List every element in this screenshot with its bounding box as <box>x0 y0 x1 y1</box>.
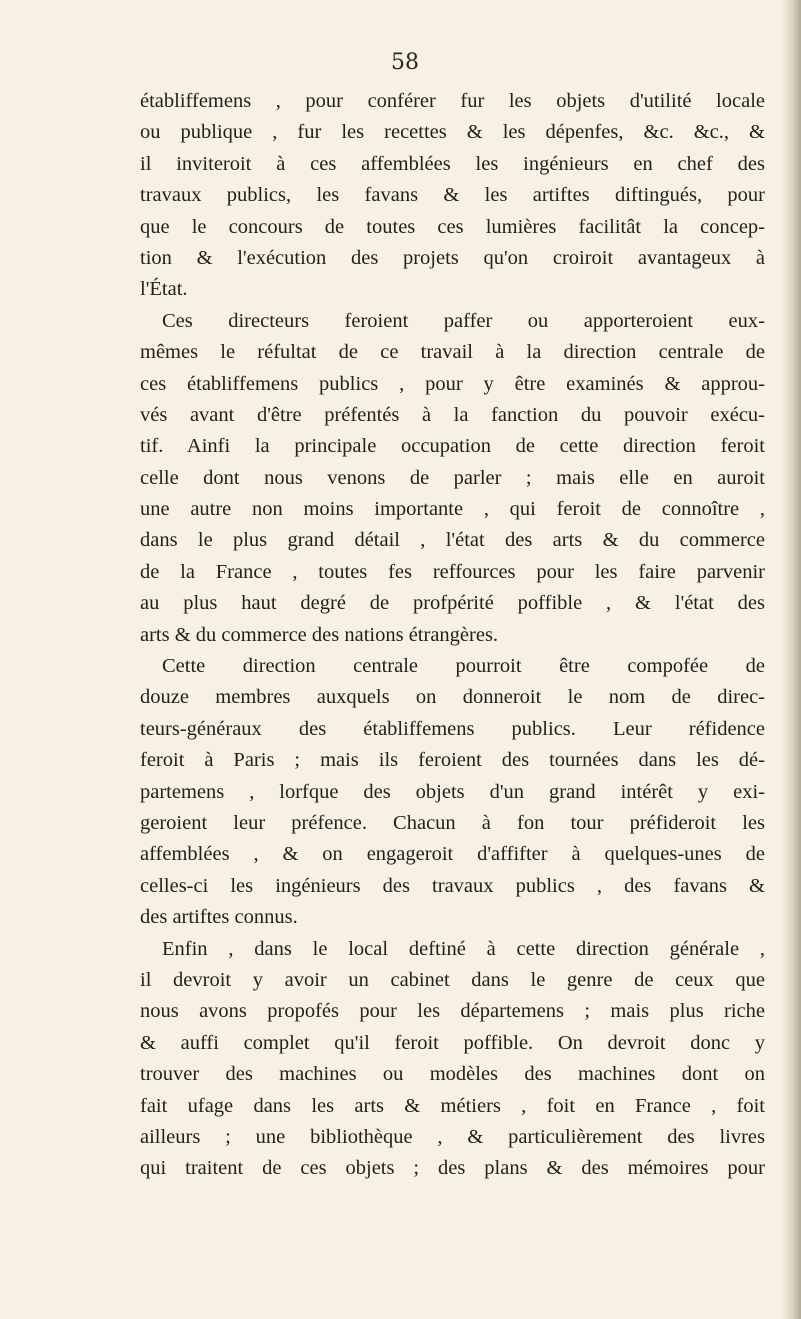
page-edge-shadow <box>781 0 801 1319</box>
text-line: ou publique , fur les recettes & les dépenfes, &c. &c., & <box>140 121 765 144</box>
text-line: Cette direction centrale pourroit être compofée de <box>162 655 765 678</box>
text-line: travaux publics, les favans & les artiftes diftingués, pour <box>140 184 765 207</box>
text-line: Ces directeurs feroient paffer ou apporteroient eux- <box>162 309 765 332</box>
text-line: geroient leur préfence. Chacun à fon tour préfideroit les <box>140 811 765 834</box>
text-line: de la France , toutes fes reffources pour les faire parvenir <box>140 560 765 583</box>
page-number: 58 <box>391 50 419 75</box>
text-line: & auffi complet qu'il feroit poffible. On devroit donc y <box>140 1031 765 1054</box>
text-line: vés avant d'être préfentés à la fanction du pouvoir exécu- <box>140 403 765 426</box>
text-line: il devroit y avoir un cabinet dans le genre de ceux que <box>140 968 765 991</box>
body-text <box>140 86 765 1185</box>
text-line: tif. Ainfi la principale occupation de cette direction feroit <box>140 435 765 458</box>
text-line: au plus haut degré de profpérité poffible , & l'état des <box>140 592 765 615</box>
text-line: qui traitent de ces objets ; des plans & des mémoires pour <box>140 1157 765 1180</box>
text-line: tion & l'exécution des projets qu'on croiroit avantageux à <box>140 246 765 269</box>
text-line: teurs-généraux des établiffemens publics. Leur réfidence <box>140 717 765 740</box>
text-line: partemens , lorfque des objets d'un grand intérêt y exi- <box>140 780 765 803</box>
text-line: affemblées , & on engageroit d'affifter à quelques-unes de <box>140 843 765 866</box>
text-line: une autre non moins importante , qui feroit de connoître , <box>140 498 765 521</box>
text-line: fait ufage dans les arts & métiers , foit en France , foit <box>140 1094 765 1117</box>
text-line: l'État. <box>140 278 188 301</box>
text-line: nous avons propofés pour les départemens ; mais plus riche <box>140 1000 765 1023</box>
text-line: trouver des machines ou modèles des machines dont on <box>140 1063 765 1086</box>
text-line: Enfin , dans le local deftiné à cette direction générale , <box>162 937 765 960</box>
text-line: des artiftes connus. <box>140 906 298 929</box>
text-line: dans le plus grand détail , l'état des arts & du commerce <box>140 529 765 552</box>
text-line: celles-ci les ingénieurs des travaux publics , des favans & <box>140 874 765 897</box>
text-line: établiffemens , pour conférer fur les objets d'utilité locale <box>140 90 765 112</box>
text-line: que le concours de toutes ces lumières facilitât la concep- <box>140 215 765 238</box>
text-line: ces établiffemens publics , pour y être examinés & approu- <box>140 372 765 395</box>
text-line: douze membres auxquels on donneroit le nom de direc- <box>140 686 765 709</box>
text-line: celle dont nous venons de parler ; mais elle en auroit <box>140 466 765 489</box>
text-line: arts & du commerce des nations étrangères. <box>140 623 499 646</box>
text-line: mêmes le réfultat de ce travail à la direction centrale de <box>140 341 765 364</box>
text-line: il inviteroit à ces affemblées les ingénieurs en chef des <box>140 152 765 175</box>
text-line: feroit à Paris ; mais ils feroient des tournées dans les dé- <box>140 749 765 772</box>
text-line: ailleurs ; une bibliothèque , & particulièrement des livres <box>140 1125 765 1148</box>
